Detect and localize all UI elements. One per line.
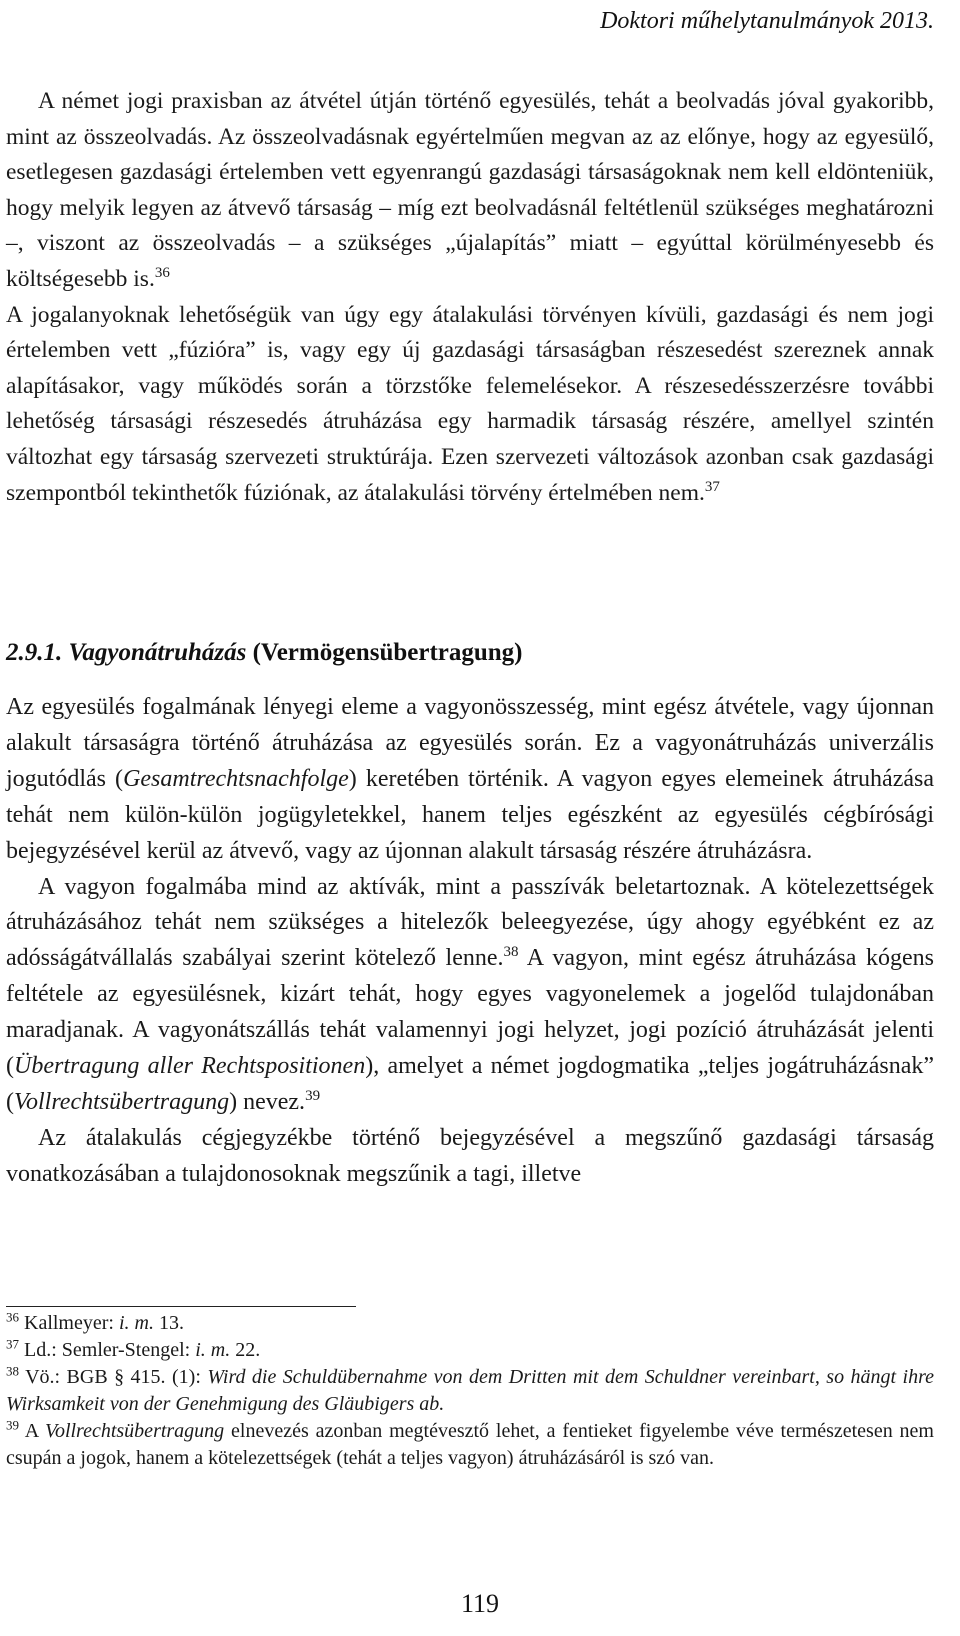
- page-number: 119: [460, 1589, 500, 1618]
- paragraph-registration: Az átalakulás cégjegyzékbe történő bejegyzésével a megszűnő gazdasági társaság vonatkozásában a tulajdonosoknak megszűnik a tagi, illetve: [6, 1124, 934, 1187]
- footnote-37: $^{37}$ Ld.: Semler-Stengel: i. m. 22.: [6, 1336, 261, 1361]
- footnote-36: $^{36}$ Kallmeyer: i. m. 13.: [6, 1309, 184, 1334]
- footnote-ref-38[interactable]: 38: [503, 944, 519, 961]
- paragraph-assets-liabilities: A vagyon fogalmába mind az aktívák, mint a passzívák beletartoznak. A kötelezettségek átruházásához tehát nem szükséges a hitelezők beleegyezése, úgy ahogy egyébként ez az adósságátvállalás szabályai szerint kötelező lenne.$^{38}$ A vagyon, mint egész átruházása kógens feltétele az egyesülésnek, kizárt tehát, hogy egyes vagyonelemek a jogelőd tulajdonában maradjanak. A vagyonátszállás tehát valamennyi jogi helyzet, jogi pozíció átruházását jelenti (Übertragung aller Rechtspositionen), amelyet a német jogdogmatika „teljes jogátruházásnak” (Vollrechtsübertragung) nevez.$^{39}$: [6, 873, 935, 1115]
- footnote-ref-37[interactable]: 37: [704, 478, 720, 495]
- paragraph-merger-practice: A német jogi praxisban az átvétel útján történő egyesülés, tehát a beolvadás jóval gyakoribb, mint az összeolvadás. Az összeolvadásnak egyértelműen megvan az az előnye, hogy az egyesülő, esetlegesen gazdasági értelemben vett egyenrangú gazdasági társaságoknak nem kell eldönteniük, hogy melyik legyen az átvevő társaság – míg ezt beolvadásnál feltétlenül szükséges meghatározni –, viszont az összeolvadás – a szükséges „újalapítás” miatt – egyúttal körülményesebb és költségesebb is.$^{36}$: [6, 88, 934, 292]
- footnote-38: $^{38}$ Vö.: BGB § 415. (1): Wird die Schuldübernahme von dem Dritten mit dem Schuldner vereinbart, so hängt ihre Wirksamkeit von der Genehmigung des Gläubigers ab.: [6, 1363, 935, 1415]
- footnote-39: $^{39}$ A Vollrechtsübertragung elnevezés azonban megtévesztő lehet, a fentieket figyelembe véve természetesen nem csupán a jogok, hanem a kötelezettségek (tehát a teljes vagyon) átruházásáról is szó van.: [6, 1417, 934, 1469]
- paragraph-fusion-options: A jogalanyoknak lehetőségük van úgy egy átalakulási törvényen kívüli, gazdasági és nem jogi értelemben vett „fúzióra” is, vagy egy új gazdasági társaságban részesedést szereznek annak alapításakor, vagy működés során a törzstőke felemelésekor. A részesedésszerzésre további lehetőség társasági részesedés átruházása egy harmadik társaság részére, amellyel szintén változhat egy társaság szervezeti struktúrája. Ezen szervezeti változások azonban csak gazdasági szempontból tekinthetők fúziónak, az átalakulási törvény értelmében nem.$^{37}$: [6, 301, 934, 506]
- section-title: Vagyonátruházás: [68, 639, 247, 666]
- section-number: 2.9.1.: [6, 639, 63, 666]
- footnote-ref-39[interactable]: 39: [305, 1087, 321, 1104]
- paragraph-asset-transfer: Az egyesülés fogalmának lényegi eleme a vagyonösszesség, mint egész átvétele, vagy újonnan alakult társaságra történő átruházása az egyesülés során. Ez a vagyonátruházás univerzális jogutódlás (Gesamtrechtsnachfolge) keretében történik. A vagyon egyes elemeinek átruházása tehát nem külön-külön jogügyletekkel, hanem teljes egészként az egyesülés cégbírósági bejegyzésével kerül az átvevő, vagy az újonnan alakult társaság részére átruházásra.: [6, 694, 934, 864]
- footnotes: [6, 1310, 934, 1472]
- footnote-separator: [6, 1306, 356, 1307]
- body-block-top: [6, 84, 934, 511]
- body-block-bottom: [6, 690, 934, 1193]
- running-header: Doktori műhelytanulmányok 2013.: [600, 8, 934, 34]
- footnote-ref-36[interactable]: 36: [154, 265, 170, 282]
- section-heading: [6, 636, 523, 670]
- section-title-german: (Vermögensübertragung): [252, 639, 523, 666]
